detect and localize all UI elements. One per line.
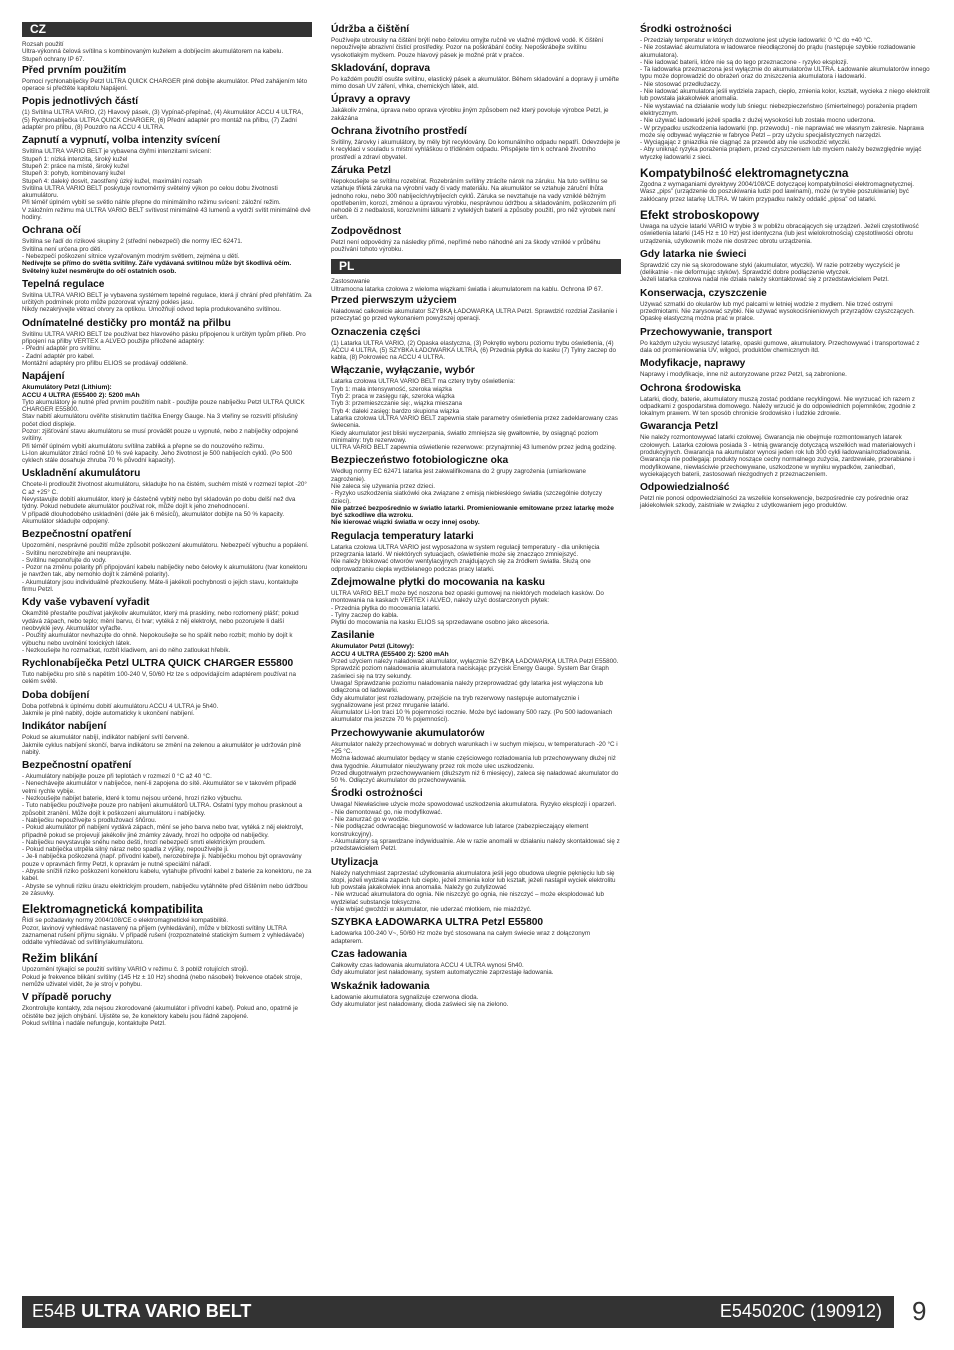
section-body: Svítilny, žárovky i akumulátory, by měly být recyklovány. Do komunálního odpadu nepatří. Odevzdejte je k recyklaci v souladu s místní vyhláškou o tříděném odpadu. Přispějete tím k ochraně životního prostředí a zdraví obyvatel. <box>331 139 621 161</box>
section <box>640 358 930 378</box>
section-heading: Konserwacja, czyszczenie <box>640 287 767 299</box>
column-cz <box>22 22 312 1031</box>
section-heading: Indikátor nabíjení <box>22 721 107 733</box>
section-body: Latarka czołowa ULTRA VARIO jest wyposażona w system regulacji temperatury - dla uniknięcia przegrzania latarki. W niektórych sytuacjach, oświetlenie może się znacząco zmniejszyć. Nie należy blokować otworów wentylacyjnych znajdujących się za źródłem światła. Służą one odprowadzaniu ciepła wydzielanego podczas pracy latarki. <box>331 543 600 573</box>
section <box>640 288 930 323</box>
section-heading: SZYBKA ŁADOWARKA ULTRA Petzl E55800 <box>331 917 544 929</box>
section-heading: Przechowywanie, transport <box>640 326 772 338</box>
section-heading: Údržba a čištění <box>331 24 410 35</box>
section <box>22 951 312 988</box>
section-body: Używać szmatki do okularów lub myć palcami w letniej wodzie z mydłem. Nie trzeć ostrymi przedmiotami. Nie zarysować szybki. Nie używać wysokociśnieniowych przyrządów czyszczących. Opaskę elastyczną można prać w pralce. <box>640 300 915 323</box>
section-body: Doba potřebná k úplnému dobití akumulátoru ACCU 4 ULTRA je 5h40. Jakmile je plně nabitý, dojde automaticky k ukončení nabíjení. <box>22 702 219 717</box>
section <box>331 949 621 977</box>
section-body: Upozornění, nesprávné použití může způsobit poškození akumulátoru. Nebezpečí výbuchu a popálení. - Svítilnu nerozebírejte ani neupravujte. - Svítilnu neponořujte do vody. - Pozor na změnu polarity při připojování kabelu nabíječky nebo čelovky k akumulátoru (tvar konektoru je navržen tak, aby nemohlo dojít k záměně polarity). - Akumulátory jsou individuálně přezkoušeny. Máte-li jakékoli pochybnosti o jejich stavu, kontaktujte firmu Petzl. <box>22 542 309 594</box>
section-heading: Gdy latarka nie świeci <box>640 248 747 260</box>
section-warning: Nie patrzeć bezpośrednio w światło latarki. Promieniowanie emitowane przez latarkę może być szkodliwe dla wzroku. Nie kierować wiązki światła w oczy innej osoby. <box>331 504 614 527</box>
section-body: Według normy EC 62471 latarka jest zakwalifikowana do 2 grupy zagrożenia (umiarkowane zagrożenie). Nie zaleca się używania przez dzieci. - Ryzyko uszkodzenia siatkówki oka związane z emisją niebieskiego światła (szczególnie dotyczy dzieci). <box>331 468 602 505</box>
section-heading: Przed pierwszym użyciem <box>331 294 457 306</box>
section-body: - Akumulátory nabíjejte pouze při teplotách v rozmezí 0 °C až 40 °C. - Nenechávejte akumulátor v nabíječce, není-li zapojena do sítě. Akumulátor se v takovém případě velmi rychle vybije. - Nezkoušejte nabíjet baterie, které k tomu nejsou určené, hrozí riziko výbuchu. - Tuto nabíječku používejte pouze pro nabíjení akumulátorů ULTRA. Ostatní typy mohou prasknout a způsobit zranění. Může dojít k poškození akumulátoru i nabíječky. - Nabíječku nepoužívejte s prodlužovací šňůrou. - Pokud akumulátor při nabíjení vydává zápach, mění se jeho barva nebo tvar, vytéká z něj elektrolyt, případně pokud se projevují jakékoliv jiné známky závady, hrozí ho odpojte od nabíječky. - Nabíječku nevystavujte sněhu nebo dešti, hrozí nebezpečí smrti elektrickým proudem. - Pokud nabíječka utrpěla silný náraz nebo spadla z výšky, nepoužívejte ji. - Je-li nabíječka poškozená (např. přívodní kabel), nerozebírejte ji. Nabíječku mohou být opravovány pouze v opravnách firmy Petzl, k opravám je nutné speciální nářadí. - Abyste snížili riziko poškození konektoru kabelu, vytahujte přívodní kabel z baterie za konektoru, ne za kabel. - Abyste se vyhnuli riziku úrazu elektrickým proudem, nabíječku vytáhněte před čištěním nebo údržbou ze zásuvky. <box>22 773 312 897</box>
section-heading: Odpowiedzialność <box>640 482 730 494</box>
section <box>22 902 312 946</box>
product-title <box>32 1301 251 1322</box>
sections-pl-continued <box>640 24 930 510</box>
section-body: Zkontrolujte kontakty, zda nejsou zkorodované (akumulátor i přívodní kabel). Pokud ano, opatrně je očistěte bez jejich ohýbání. Ujistěte se, že konektory kabelu jsou řádně zapojené. Pokud svítilna i nadále nefunguje, kontaktujte Petzl. <box>22 1005 299 1027</box>
section-body: Svítilnu ULTRA VARIO BELT lze používat bez hlavového pásku připojenou k určitým typům přileb. Pro připojení na přilby VERTEX a ALVEO použijte přiložené adaptéry: - Přední adaptér pro svítilnu. - Zadní adaptér pro kabel. Montážní adaptéry pro přilbu ELIOS se prodávají odděleně. <box>22 330 306 367</box>
section <box>640 327 930 355</box>
sections-cz <box>22 65 312 1027</box>
section-heading: Režim blikání <box>22 951 98 966</box>
section <box>22 721 312 756</box>
column-pl-continued <box>640 22 930 514</box>
section <box>331 788 621 852</box>
section <box>331 94 621 122</box>
section-body: Petzl není odpovědný za následky přímé, nepřímé nebo náhodné ani za škody vzniklé v průběhu používání tohoto výrobku. <box>331 238 601 254</box>
section-body: Upozornění týkající se použití svítilny VARIO v režimu č. 3 pobliž rotujících strojů. Pokud je frekvence blikání svítilny (145 Hz ± 10 Hz) shodná (nebo násobek) frekvence otaček stroje, nemůže uživatel vidět, že je stroj v pohybu. <box>22 966 302 989</box>
section <box>22 597 312 654</box>
column-cz-pl <box>331 22 621 1012</box>
section-heading: Tepelná regulace <box>22 278 105 290</box>
section-body: Naładować całkowicie akumulator SZYBKĄ ŁADOWARKĄ ULTRA Petzl. Sprawdzić rozdział Zasilanie i przeczytać go przed wykonaniem powyższej operacji. <box>331 307 618 323</box>
section <box>22 529 312 593</box>
section-body: Naprawy i modyfikacje, inne niż autoryzowane przez Petzl, są zabronione. <box>640 371 847 379</box>
section <box>22 760 312 897</box>
section <box>331 531 621 573</box>
section <box>22 135 312 221</box>
section-heading: Włączanie, wyłączanie, wybór <box>331 365 475 377</box>
section-heading: Efekt stroboskopowy <box>640 207 760 222</box>
section-body: Svítilna ULTRA VARIO BELT je vybavena čtyřmi intenzitami svícení: Stupeň 1: nízká intenzita, široký kužel Stupeň 2: práce na místě, široký kužel Stupeň 3: pohyb, kombinovaný kužel Stupeň 4: daleký dosvit, zaostřený úzký kužel, maximální rozsah Svítilna ULTRA VARIO BELT poskytuje rovnoměrný světelný výkon po celou dobu životnosti akumulátoru. Při téměř úplném vybití se světlo náhle přepne do minimálního režimu svícení: záložní režim. V záložním režimu má ULTRA VARIO BELT svítivost minimálně 43 lumenů a vydrží svítit minimálně dvě hodiny. <box>22 148 311 222</box>
section-heading: Záruka Petzl <box>331 164 392 176</box>
section-body: Svítilna ULTRA VARIO BELT je vybavena systémem tepelné regulace, která jí chrání před přehřátím. Za určitých podmínek proto může pozorovat výrazný pokles jasu. Nikdy nezakrývejte větrací otvory za optikou. Umožňují odvod tepla produkovaného svítilnou. <box>22 291 312 314</box>
section <box>22 992 312 1027</box>
section-body: Nepokoušejte se svítilnu rozebírat. Rozebráním svítilny ztrácíte nárok na záruku. Na tuto svítilnu se vztahuje třiletá záruka na výrobní vady či vady materiálu. Na akumulátor se vztahuje záruční lhůta jednoho roku, nebo 300 nabíjecích/vybíjecích cyklů. Záruka se nevztahuje na vady vzniklé běžným opotřebením, korozí, změnou a úpravou výrobku, nesprávnou údržbou a skladováním, poškozením při nehodě či z nedbalosti, korozivními látkami z vyteklých baterií a způsoby použití, pro něž výrobek není určen. <box>331 177 616 222</box>
section <box>331 728 621 785</box>
section-body: (1) Latarka ULTRA VARIO, (2) Opaska elastyczna, (3) Pokrętło wyboru poziomu trybu oświetlenia, (4) ACCU 4 ULTRA, (5) SZYBKA ŁADOWARKA ULTRA, (6) Przednia płytka do kasku (7) Tylny zaczep do kabla, (8) Pokrowiec na ACCU 4 ULTRA. <box>331 339 616 362</box>
section-body: Používejte ubrousky na čištění brýlí nebo čelovku omyjte ručně ve vlažné mýdlové vodě. K čištění nepoužívejte abrazivní čisticí prostředky. Pozor na poškrábání čočky. Nepoškrábejte svítilnu vysokotlakým myčkem. Pouze hlavový pásek je možné prát v pračce. <box>331 37 604 59</box>
section-body: Nie należy rozmontowywać latarki czołowej. Gwarancja nie obejmuje rozmontowanych latarek czołowych. Latarka czołowa posiada 3 - letnią gwarancję dotyczącą wszelkich wad materiałowych i produkcyjnych. Gwarancja na akumulator wynosi jeden rok lub 300 cykli ładowania/rozładowania. Gwarancja nie podlegają: produkty noszące cechy normalnego zużycia, zardzewiałe, przerabiane i modyfikowane, niewłaściwie przechowywane, uszkodzone w wyniku wypadków, zaniedbań, wyciekających baterii, zastosowań niezgodnych z przeznaczeniem. <box>640 434 916 478</box>
section-heading: Rychlonabíječka Petzl ULTRA QUICK CHARGER E55800 <box>22 658 294 670</box>
section-body: Latarka czołowa ULTRA VARIO BELT ma cztery tryby oświetlenia: Tryb 1: mała intensywność, szeroka wiązka Tryb 2: praca w zasięgu rąk, szeroka wiązka Tryb 3: przemieszczanie się:, wiązka mieszana Tryb 4: daleki zasięg: bardzo skupiona wiązka Latarka czołowa ULTRA VARIO BELT zapewnia stałe parametry oświetlenia przez zadeklarowany czas świecenia. Kiedy akumulator jest bliski wyczerpania, światło zmniejsza się gwałtownie, by osiągnąć poziom minimalny: tryb rezerwowy. ULTRA VARIO BELT zapewnia oświetlenie rezerwowe: przynajmniej 43 lumenów przez jedną godzinę. <box>331 378 618 452</box>
section <box>640 383 930 418</box>
section-body: Řídí se požadavky normy 2004/108/CE o elektromagnetické kompatibilitě. Pozor, lavinový vyhledávač nastavený na příjem (vyhledávání), může v blízkosti svítilny ULTRA zaznamenat rušení příjmu signálu. V případě rušení (rozpoznatelné statickým šumem z vyhledávače) oddalte vyhledávač od svítilny/akumulátoru. <box>22 917 305 947</box>
section <box>331 165 621 222</box>
section-body: Uwaga! Niewłaściwe użycie może spowodować uszkodzenia akumulatora. Ryzyko eksplozji i oparzeń. - Nie demontować go, nie modyfikować. - Nie zanurzać go w wodzie. - Nie podłączać odwracając biegunowość w ładowarce lub latarce (zabezpieczający element konstrukcyjny). - Akumulatory są sprawdzane indywidualnie. Ale w razie anomalii w działaniu należy skontaktować się z przedstawicielem Petzl. <box>331 801 620 853</box>
section-heading: V případě poruchy <box>22 992 112 1004</box>
section-heading: Kdy vaše vybavení vyřadit <box>22 597 150 609</box>
section <box>22 318 312 367</box>
section <box>331 126 621 161</box>
section-heading: Popis jednotlivých částí <box>22 96 139 108</box>
footer-bar <box>22 1296 894 1328</box>
section-heading: Czas ładowania <box>331 948 407 960</box>
section <box>640 24 930 161</box>
intro-text-pl: Zastosowanie Ultramocna latarka czołowa z wieloma wiązkami światła i akumulatorem na kablu. Ochrona IP 67. <box>331 278 603 293</box>
section-body: Chcete-li prodloužit životnost akumulátoru, skladujte ho na čistém, suchém místě v rozmezí teplot -20° C až +25° C. Nevystavujte dobití akumulátor, který je částečně vybitý nebo byl skladován po dobu delší než dva týdny. Pokud nebudete akumulátor používat rok, může dojít k jeho znehodnocení. V případě dlouhodobého uskladnění (déle jak 6 měsíců), akumulátor dobijte na 50 % kapacity. Akumulátor skladujte odpojený. <box>22 481 307 525</box>
section-heading: Zodpovědnost <box>331 225 402 237</box>
section-body: Pokud se akumulátor nabíjí, indikátor nabíjení svítí červeně. Jakmile cyklus nabíjení skončí, barva indikátoru se změní na zelenou a akumulátor je udržován plně nabitý. <box>22 734 301 756</box>
section-warning: Akumulator Petzl (Litowy): ACCU 4 ULTRA (E55400 2): 5200 mAh <box>331 643 449 658</box>
section-body: Jakákoliv změna, úprava nebo oprava výrobku jiným způsobem než který povoluje výrobce Petzl, je zakázána <box>331 107 609 122</box>
section <box>331 981 621 1009</box>
section <box>331 577 621 626</box>
section-body: Tyto akumulátory je nutné před prvním použitím nabít - použijte pouze nabíječku Petzl ULTRA QUICK CHARGER E55800. Stav nabití akumulátoru ověříte stisknutím tlačítka Energy Gauge. Na 3 vteřiny se rozsvítí příslušný počet diod displeje. Pozor: zjišťování stavu akumulátoru se musí provádět pouze u vypnuté, nebo z nabíječky odpojené svítilny. Při téměř úplném vybití akumulátoru svítilna zabliká a přepne se do nouzového režimu. Li-Ion akumulátor ztrácí ročně 10 % své kapacity. Jeho životnost je 500 nabíjecích cyklů. (Po 500 cyklech stále dosahuje zhruba 70 % původní kapacity). <box>22 398 305 465</box>
section-heading: Bezpečnostní opatření <box>22 529 132 541</box>
product-code: E54B <box>32 1301 77 1321</box>
section <box>22 65 312 93</box>
section-heading: Kompatybilność elektromagnetyczna <box>640 166 849 181</box>
section-body: Po každém použití osušte svítilnu, elastický pásek a akumulátor. Během skladování a dopravy ji uměřte mimo dosah UV záření, vlhka, chemických látek, atd. <box>331 75 620 91</box>
section-heading: Doba dobíjení <box>22 689 90 701</box>
section <box>640 166 930 203</box>
section-body: Petzl nie ponosi odpowiedzialności za wszelkie konsekwencje, bezpośrednie czy pośrednie oraz jakiekolwiek szkody, zaistniałe w związku z użytkowaniem jego produktów. <box>640 495 909 510</box>
section-heading: Ochrana životního prostředí <box>331 126 467 138</box>
section-heading: Úpravy a opravy <box>331 94 411 106</box>
section-heading: Oznaczenia części <box>331 326 421 338</box>
document-reference: E545020C (190912) <box>719 1301 882 1321</box>
section-heading: Elektromagnetická kompatibilita <box>22 902 203 917</box>
section-heading: Zdejmowalne płytki do mocowania na kasku <box>331 576 545 588</box>
section <box>331 857 621 914</box>
section-body: Całkowity czas ładowania akumulatora ACCU 4 ULTRA wynosi 5h40. Gdy akumulator jest naładowany, system automatycznie zaprzestaje ładowania. <box>331 961 554 977</box>
section-body: Uwaga na użycie latarki VARIO w trybie 3 w pobliżu obracających się urządzeń. Jeżeli częstotliwość oświetlenia latarki (145 Hz ± 10 Hz) jest identyczna (lub jest wielokrotnością) częstotliwości obrotu urządzenia, użytkownik może nie dostrzec obrotu urządzenia. <box>640 222 919 245</box>
section-body: Ładowarka 100-240 V~, 50/60 Hz może być stosowana na całym świecie wraz z dołączonym adapterem. <box>331 930 591 945</box>
section <box>331 295 621 323</box>
section-heading: Utylizacja <box>331 856 378 868</box>
section <box>331 455 621 526</box>
section-heading: Ochrona środowiska <box>640 382 741 394</box>
section-heading: Środki ostrożności <box>331 788 423 800</box>
section-heading: Przechowywanie akumulatorów <box>331 727 485 739</box>
section-body: ULTRA VARIO BELT może być noszona bez opaski gumowej na niektórych modelach kasków. Do montowania na kaskach VERTEX i ALVEO, należy użyć dostarczonych płytek: - Przednia płytka do mocowania latarki. - Tylny zaczep do kabla. Płytki do mocowania na kasku ELIOS są sprzedawane osobno jako akcesoria. <box>331 589 604 627</box>
section-heading: Środki ostrożności <box>640 24 732 35</box>
section-body: Sprawdzić czy nie są skorodowane styki (akumulator, wtyczki). W razie potrzeby wyczyścić je (delikatnie - nie deformując styków). Sprawdzić dobre podłączenie wtyczek. Jeżeli latarka czołowa nadal nie działa należy skontaktować się z przedstawicielem Petzl. <box>640 261 901 284</box>
section <box>640 249 930 284</box>
section-heading: Před prvním použitím <box>22 64 127 76</box>
section-heading: Skladování, doprava <box>331 62 431 74</box>
section <box>22 96 312 131</box>
section-heading: Odnímatelné destičky pro montáž na přilbu <box>22 317 231 329</box>
section <box>331 327 621 362</box>
section-heading: Zapnutí a vypnutí, volba intenzity svícení <box>22 135 221 147</box>
section <box>331 365 621 451</box>
section-body: Zgodna z wymaganiami dyrektywy 2004/108/CE dotyczącej kompatybilności elektromagnetycznej. Wasz „pips” (urządzenie do poszukiwania ludzi pod lawinami), może (w trybie poszukiwanie) być zakłócany przez latarkę ULTRA. W takim przypadku należy oddalić „pipsa” od latarki. <box>640 181 915 203</box>
section-body: Należy natychmiast zaprzestać użytkowania akumulatora jeśli jego obudowa ulegnie pęknięciu lub się stopi, jeżeli wydziela zapach lub ciepło, jeżeli zmienia kolor lub kształt, jeżeli nastąpił wyciek elektrolitu lub powstała jakakolwiek inna anomalia. Należy go zutylizować - Nie wrzucać akumulatora do ognia. Nie niszczyć go ognia, nie niszczyć – może eksplodować lub wydzielać substancje toksyczne. - Nie wbijać gwoździ w akumulator, nie uderzać młotkiem, nie miażdżyć. <box>331 869 616 914</box>
section-heading: Bezpečnostní opatření <box>22 760 132 772</box>
section <box>22 468 312 525</box>
page-number: 9 <box>912 1296 927 1326</box>
section-body: Pomocí rychlonabíječky Petzl ULTRA QUICK CHARGER plně dobijte akumulátor. Před zahájením této operace si přečtěte kapitolu Napájení. <box>22 77 308 93</box>
section <box>331 917 621 945</box>
language-bar-cz: CZ <box>22 22 312 37</box>
section <box>22 658 312 686</box>
section <box>22 279 312 314</box>
section-body: Po każdym użyciu wysuszyć latarkę, opaski gumowe, akumulatory. Przechowywać i transportować z dala od promieniowania UV, wilgoci, produktów chemicznych itd. <box>640 339 920 354</box>
section <box>640 208 930 245</box>
language-bar-pl: PL <box>331 259 621 274</box>
section-heading: Wskaźnik ładowania <box>331 980 430 992</box>
section-body: Latarki, diody, baterie, akumulatory muszą zostać poddane recyklingowi. Nie wyrzucać ich razem z odpadkami z gospodarstwa domowego. Należy wrzucić je do odpowiednich pojemników, zgodnie z lokalnym prawem. W ten sposób chronicie środowisko i ludzkie zdrowie. <box>640 395 916 418</box>
section-body: Svítilna se řadí do rizikové skupiny 2 (střední nebezpečí) dle normy IEC 62471. Svítilna není určena pro děti. - Nebezpečí poškození sítnice vyzařovaným modrým světlem, zejména u dětí. <box>22 238 243 260</box>
sections-cz-continued <box>331 24 621 253</box>
intro-text: Rozsah použití Ultra-výkonná čelová svítilna s kombinovaným kuželem a dobíjecím akumulátorem na kabelu. Stupeň ochrany IP 67. <box>22 41 284 63</box>
section <box>640 421 930 478</box>
section-body: Akumulator należy przechowywać w dobrych warunkach i w suchym miejscu, w temperaturach -20 °C i +25 °C. Można ładować akumulator będący w stanie częściowego rozładowania lub przechowywany dłużej niż dwa tygodnie. Akumulator nieużywany przez rok może ulec uszkodzeniu. Przed długotrwałym przechowywaniem (dłuższym niż 6 miesięcy), zaleca się naładować akumulator do 50 %. Odłączyć akumulator do przechowywania. <box>331 740 619 785</box>
section-heading: Zasilanie <box>331 630 375 642</box>
section-heading: Napájení <box>22 371 65 383</box>
section <box>22 371 312 464</box>
section-warning: Nedívejte se přímo do světla svítilny. Záře vydávaná svítilnou může být škodlivá očím. Světelný kužel nesměrujte do očí ostatních osob. <box>22 260 292 275</box>
section <box>22 690 312 718</box>
product-name: ULTRA VARIO BELT <box>81 1301 252 1321</box>
section-body: Tuto nabíječku pro sítě s napětím 100-240 V, 50/60 Hz lze s odpovídajícím adaptérem používat na celém světě. <box>22 671 296 686</box>
section-body: Przed użyciem należy naładować akumulator, wyłącznie SZYBKĄ ŁADOWARKĄ ULTRA Petzl E55800. Sprawdzić poziom naładowania akumulatora naciskając przycisk Energy Gauge. System Bar Graph zaświeci się na trzy sekundy. Uwaga! Sprawdzanie poziomu naładowania należy przeprowadzać gdy latarka jest wyłączona lub odłączona od ładowarki. Gdy akumulator jest rozładowany, przejście na tryb rezerwowy następuje automatycznie i sygnalizowane jest przez mruganie latarki. Akumulator Li-Ion traci 10 % pojemności rocznie. Może być ładowany 500 razy. (Po 500 ładowaniach akumulator ma jeszcze 70 % pojemności). <box>331 658 619 724</box>
section <box>331 226 621 254</box>
sections-pl <box>331 295 621 1008</box>
section-heading: Modyfikacje, naprawy <box>640 358 746 370</box>
section-warning: Akumulátory Petzl (Lithium): ACCU 4 ULTRA (E55400 2): 5200 mAh <box>22 384 140 399</box>
section-body: Okamžitě přestaňte používat jakýkoliv akumulátor, který má praskliny, nebo rozlomený plášť; pokud vydává zápach, nebo teplo; mění barvu, či tvar; vytéká z něj elektrolyt, nebo pozorujete li další neobvyklé jevy. Akumulátor vyřaďte. - Použitý akumulátor nevhazujte do ohně. Nepokoušejte se ho spálit nebo rozbít; mohlo by dojít k výbuchu nebo uvolnění toxických látek. - Nezkoušejte ho rozmačkat, rozbít kladivem, ani do něho zatloukat hřebík. <box>22 610 299 654</box>
section-heading: Bezpieczeństwo fotobiologiczne oka <box>331 455 509 467</box>
section-body: - Przedziały temperatur w których dozwolone jest użycie ładowarki: 0 °C do +40 °C. - Nie zostawiać akumulatora w ładowarce nieodłączonej do prądu (następuje szybkie rozładowanie akumulatora). - Nie ładować baterii, które nie są do tego przeznaczone - ryzyko eksplozji. - Ta ładowarka przeznaczona jest wyłącznie do akumulatorów ULTRA. Ładowanie akumulatorów innego typu może doprowadzić do obrażeń oraz do zniszczenia akumulatora i ładowarki. - Nie stosować przedłużaczy. - Nie ładować akumulatora jeśli wydziela zapach, ciepło, zmienia kolor, kształt, wycieka z niego elektrolit lub powstała jakakolwiek anomalia. - Nie wystawiać na działanie wody lub śniegu: niebezpieczeństwo (śmiertelnego) porażenia prądem elektrycznym. - Nie używać ładowarki jeżeli spadła z dużej wysokości lub została mocno uderzona. - W przypadku uszkodzenia ładowarki (np. przewodu) - nie naprawiać we własnym zakresie. Naprawa może się odbywać wyłącznie w fabryce Petzl – przy użyciu specjalistycznych narzędzi. - Wyciągając z gniazdka nie ciągnąć za przewód aby nie uszkodzić wtyczki. - Aby uniknąć ryzyka porażenia prądem, przed czyszczeniem lub myciem należy bezwzględnie wyjąć wtyczkę ładowarki z sieci. <box>640 37 930 161</box>
section <box>331 63 621 91</box>
section-heading: Gwarancja Petzl <box>640 421 719 433</box>
section <box>331 630 621 723</box>
section-body: (1) Svítilna ULTRA VARIO, (2) Hlavový pásek, (3) Vypínač-přepínač, (4) Akumulátor ACCU 4 ULTRA, (5) Rychlonabíječka ULTRA QUICK CHARGER, (6) Přední adaptér pro montáž na přilbu, (7) Zadní adaptér pro přilbu, (8) Pouzdro na ACCU 4 ULTRA. <box>22 109 304 132</box>
section <box>22 225 312 274</box>
section-heading: Uskladnění akumulátoru <box>22 468 141 480</box>
section-heading: Ochrana očí <box>22 225 81 237</box>
section <box>331 24 621 59</box>
section-heading: Regulacja temperatury latarki <box>331 530 474 542</box>
section <box>640 482 930 510</box>
section-body: Ładowanie akumulatora sygnalizuje czerwona dioda. Gdy akumulator jest naładowany, dioda zaświeci się na zielono. <box>331 993 509 1008</box>
